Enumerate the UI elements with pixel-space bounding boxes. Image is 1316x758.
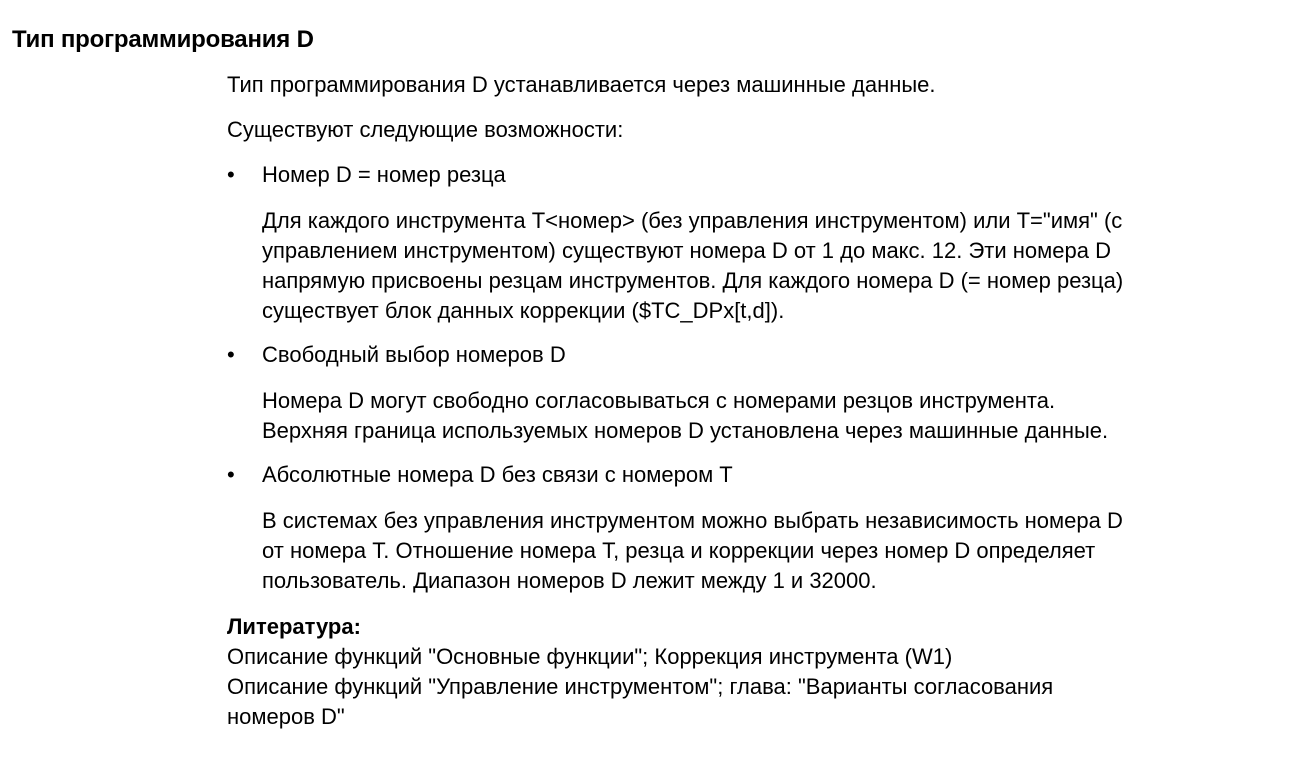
description-line: Номера D могут свободно согласовываться с номерами резцов инструмента. bbox=[262, 388, 1056, 413]
description-line: В системах без управления инструментом можно выбрать независимость номера D bbox=[262, 508, 1123, 533]
bullet-label: Номер D = номер резца bbox=[262, 162, 506, 187]
literature-reference: Описание функций "Управление инструментом"; глава: "Варианты согласования bbox=[227, 674, 1054, 699]
description-line: Для каждого инструмента T<номер> (без управления инструментом) или T="имя" (с bbox=[262, 208, 1123, 233]
literature-reference: Описание функций "Основные функции"; Коррекция инструмента (W1) bbox=[227, 644, 953, 669]
description-line: напрямую присвоены резцам инструментов. Для каждого номера D (= номер резца) bbox=[262, 268, 1124, 293]
description-line: управлением инструментом) существуют номера D от 1 до макс. 12. Эти номера D bbox=[262, 238, 1111, 263]
description-line: от номера T. Отношение номера T, резца и коррекции через номер D определяет bbox=[262, 538, 1096, 563]
section-heading: Тип программирования D bbox=[12, 26, 314, 53]
options-intro-paragraph: Существуют следующие возможности: bbox=[227, 117, 624, 142]
intro-paragraph: Тип программирования D устанавливается через машинные данные. bbox=[227, 72, 936, 97]
bullet-marker: • bbox=[227, 162, 235, 187]
description-line: пользователь. Диапазон номеров D лежит между 1 и 32000. bbox=[262, 568, 877, 593]
bullet-label: Абсолютные номера D без связи с номером T bbox=[262, 462, 733, 487]
description-line: Верхняя граница используемых номеров D установлена через машинные данные. bbox=[262, 418, 1109, 443]
bullet-marker: • bbox=[227, 342, 235, 367]
bullet-marker: • bbox=[227, 462, 235, 487]
bullet-description bbox=[262, 506, 1272, 596]
description-line: существует блок данных коррекции ($TC_DPx[t,d]). bbox=[262, 298, 785, 323]
bullet-description bbox=[262, 386, 1272, 446]
bullet-description bbox=[262, 206, 1272, 326]
literature-title: Литература: bbox=[227, 614, 361, 639]
literature-block bbox=[227, 612, 1287, 732]
bullet-label: Свободный выбор номеров D bbox=[262, 342, 566, 367]
literature-reference: номеров D" bbox=[227, 704, 345, 729]
